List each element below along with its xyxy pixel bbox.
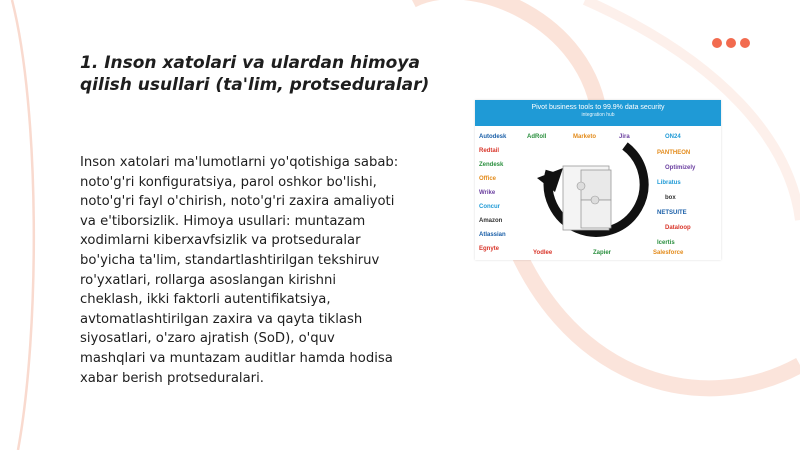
partner-logo: box xyxy=(665,195,676,201)
dot xyxy=(726,38,736,48)
partner-logo: Marketo xyxy=(573,134,597,140)
dot xyxy=(712,38,722,48)
partner-logo: Redtail xyxy=(479,148,500,154)
partner-logo: ON24 xyxy=(665,134,681,140)
partner-logo: Jira xyxy=(619,134,630,140)
partner-logo: Libratus xyxy=(657,180,681,186)
decorative-dots xyxy=(712,38,750,48)
partner-logo: Optimizely xyxy=(665,165,696,171)
puzzle-piece xyxy=(581,200,611,228)
puzzle-knob xyxy=(591,196,599,204)
partner-logo: Zendesk xyxy=(479,162,504,168)
illustration-banner xyxy=(475,100,721,126)
dot xyxy=(740,38,750,48)
slide-title: 1. Inson xatolari va ulardan himoya qilish usullari (ta'lim, protseduralar) xyxy=(80,53,430,95)
illustration-banner-title: Pivot business tools to 99.9% data security xyxy=(531,104,665,111)
partner-logo: NETSUITE xyxy=(657,210,687,216)
partner-logo: Autodesk xyxy=(479,134,507,140)
partner-logo: Dataloop xyxy=(665,225,691,231)
partner-logo: Amazon xyxy=(479,218,503,224)
partner-logo: Yodlee xyxy=(533,250,553,256)
illustration-banner-subtitle: integration hub xyxy=(581,112,615,118)
slide-body-text: Inson xatolari ma'lumotlarni yo'qotishiga sabab: noto'g'ri konfiguratsiya, parol oshkor bo'lishi, noto'g'ri fayl o'chirish, noto'g'ri zaxira amaliyoti va e'tiborsizlik. Himoya usullari: muntazam xodimlarni kiberxavfsizlik va protseduralar bo'yicha ta'lim, standartlashtirilgan tekshiruv ro'yxatlari, rollarga asoslangan kirishni cheklash, ikki faktorli autentifikatsiya, avtomatlashtirilgan zaxira va qayta tiklash siyosatlari, o'zaro ajratish (SoD), o'quv mashqlari va muntazam auditlar hamda hodisa xabar berish protseduralari. xyxy=(80,155,399,386)
partner-logo: Zapier xyxy=(593,250,612,256)
partner-logo: Atlassian xyxy=(479,232,506,238)
puzzle-knob xyxy=(577,182,585,190)
partner-logo: AdRoll xyxy=(527,134,547,140)
partner-logo: Egnyte xyxy=(479,246,500,252)
partner-logo: Office xyxy=(479,176,497,182)
partner-logo: Salesforce xyxy=(653,250,684,256)
partner-logo: Icertis xyxy=(657,240,675,246)
partner-logo: Concur xyxy=(479,204,500,210)
partner-logo: Wrike xyxy=(479,190,496,196)
integration-illustration xyxy=(475,100,721,260)
logo-puzzle-graphic xyxy=(475,126,721,260)
partner-logo: PANTHEON xyxy=(657,150,691,156)
puzzle-piece xyxy=(581,170,611,200)
